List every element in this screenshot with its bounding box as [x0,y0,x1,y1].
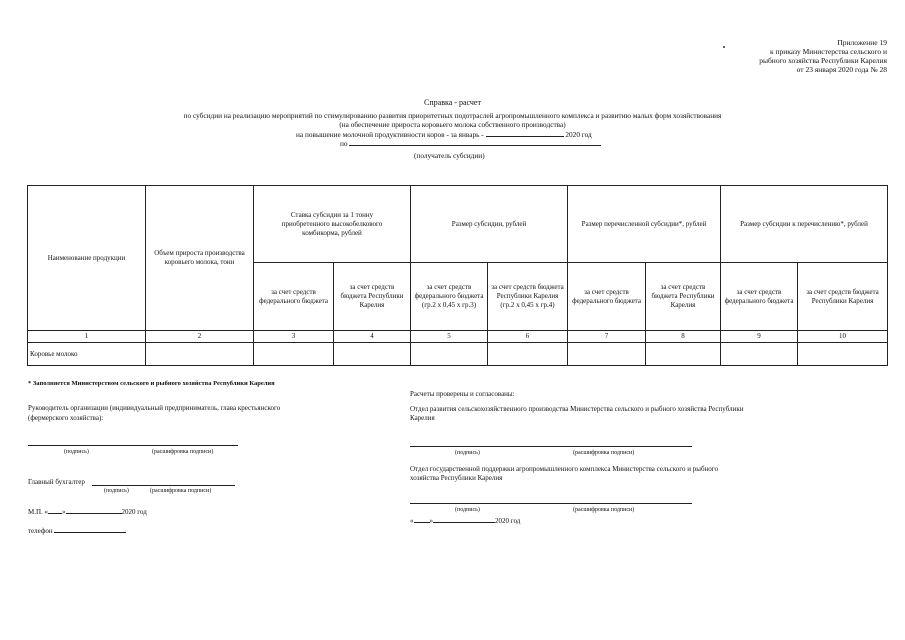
title-line-2: (на обеспечение прироста коровьего молока собственного производства) [339,120,566,129]
group-rate-header [254,186,411,263]
date-year: 2020 год [495,517,521,525]
approval-month-field[interactable] [433,516,495,523]
sub-header-federal-7: за счет средств федерального бюджета [568,263,646,331]
head-decode-label: (расшифровка подписи) [152,449,214,455]
head-sig-label: (подпись) [64,449,89,455]
date-mid: » [429,517,433,525]
appendix-header [687,38,887,74]
col-number-7: 7 [568,331,646,343]
dept2-signature-line[interactable] [410,503,692,504]
dept1-line-1: Отдел развития сельскохозяйственного производства Министерства сельского и рыбного хозяйства Республики [410,405,744,413]
col-number-5: 5 [411,331,488,343]
recipient-field[interactable] [349,138,601,146]
period-suffix: 2020 год [563,130,592,139]
col-number-4: 4 [334,331,411,343]
scan-speck [723,46,725,48]
cell-rate-federal[interactable] [254,343,334,366]
approval-date-line [410,516,520,526]
cell-transferred-federal[interactable] [568,343,646,366]
document-title: Справка - расчет [424,98,481,107]
ministry-name: рыбного хозяйства Республики Карелия [759,56,887,65]
sub-header-republic-8: за счет средств бюджета Республики Карелия [646,263,721,331]
sub-header-federal-5: за счет средств федерального бюджета (гр.2 х 0,45 х гр.3) [411,263,488,331]
month-field[interactable] [486,129,564,137]
order-reference: к приказу Министерства сельского и [769,47,887,56]
appendix-number: Приложение 19 [837,38,887,47]
cell-rate-republic[interactable] [334,343,411,366]
period-prefix: на повышение молочной продуктивности коров - за январь - [296,130,486,139]
sub-header-republic-4: за счет средств бюджета Республики Карелия [334,263,411,331]
footnote: * Заполняется Министерством сельского и рыбного хозяйства Республики Карелия [28,380,275,387]
col-number-1: 1 [28,331,146,343]
dept1-signature-line[interactable] [410,446,692,447]
row-product-name: Коровье молоко [28,343,146,366]
recipient-caption: (получатель субсидии) [414,151,485,160]
dept2-sig-label: (подпись) [455,507,480,513]
recipient-line [340,138,601,148]
col-number-9: 9 [721,331,798,343]
sub-header-republic-10: за счет средств бюджета Республики Карелия [798,263,888,331]
sub-header-federal-3: за счет средств федерального бюджета [254,263,334,331]
dept2-decode-label: (расшифровка подписи) [573,507,635,513]
cell-to-transfer-federal[interactable] [721,343,798,366]
dept2-line-1: Отдел государственной поддержки агропромышленного комплекса Министерства сельского и рыбного [410,465,718,473]
stamp-mid: » [62,508,66,516]
cell-to-transfer-republic[interactable] [798,343,888,366]
dept1-sig-label: (подпись) [455,450,480,456]
accountant-sig-label: (подпись) [104,488,129,494]
stamp-prefix: М.П. « [28,508,49,516]
col-number-10: 10 [798,331,888,343]
recipient-prefix: по [340,139,350,148]
stamp-year: 2020 год [121,508,147,516]
head-signature-line[interactable] [28,445,238,446]
stamp-day-field[interactable] [48,507,62,514]
order-date: от 23 января 2020 года № 28 [796,65,887,74]
col-number-8: 8 [646,331,721,343]
phone-field[interactable] [54,526,126,533]
group-to-transfer-header: Размер субсидии к перечислению*, рублей [721,186,888,263]
date-prefix: « [410,517,414,525]
group-transferred-header: Размер перечисленной субсидии*, рублей [568,186,721,263]
dept1-decode-label: (расшифровка подписи) [573,450,635,456]
accountant-label: Главный бухгалтер [28,478,85,486]
col-number-3: 3 [254,331,334,343]
approval-day-field[interactable] [414,516,430,523]
head-line-1: Руководитель организации (индивидуальный предприниматель, глава крестьянского [28,404,281,412]
subsidy-table [27,185,888,366]
dept1-line-2: Карелия [410,414,435,422]
cell-size-federal[interactable] [411,343,488,366]
col-number-2: 2 [146,331,254,343]
cell-transferred-republic[interactable] [646,343,721,366]
accountant-decode-label: (расшифровка подписи) [150,488,212,494]
title-line-1: по субсидии на реализацию мероприятий по стимулированию развития приоритетных подотраслей агропромышленного комплекса и развитию малых форм хозяйствования [183,111,722,120]
sub-header-republic-6: за счет средств бюджета Республики Карелия (гр.2 х 0,45 х гр.4) [488,263,568,331]
group-size-header: Размер субсидии, рублей [411,186,568,263]
col-number-6: 6 [488,331,568,343]
head-line-2: (фермерского хозяйства): [28,414,104,422]
accountant-signature-line[interactable] [92,485,235,486]
group-rate-text: Ставка субсидии за 1 тонну приобретенного высокобелкового комбикорма, рублей [281,210,383,237]
sub-header-federal-9: за счет средств федерального бюджета [721,263,798,331]
stamp-month-field[interactable] [66,507,122,514]
phone-line [28,526,126,536]
col-volume-header: Объем прироста производства коровьего молока, тонн [146,186,254,331]
col-product-name-header: Наименование продукции [28,186,146,331]
cell-size-republic[interactable] [488,343,568,366]
phone-label: телефон [28,527,53,535]
checked-label: Расчеты проверены и согласованы: [410,390,515,398]
cell-volume[interactable] [146,343,254,366]
dept2-line-2: хозяйства Республики Карелия [410,474,503,482]
stamp-date-line [28,507,147,517]
